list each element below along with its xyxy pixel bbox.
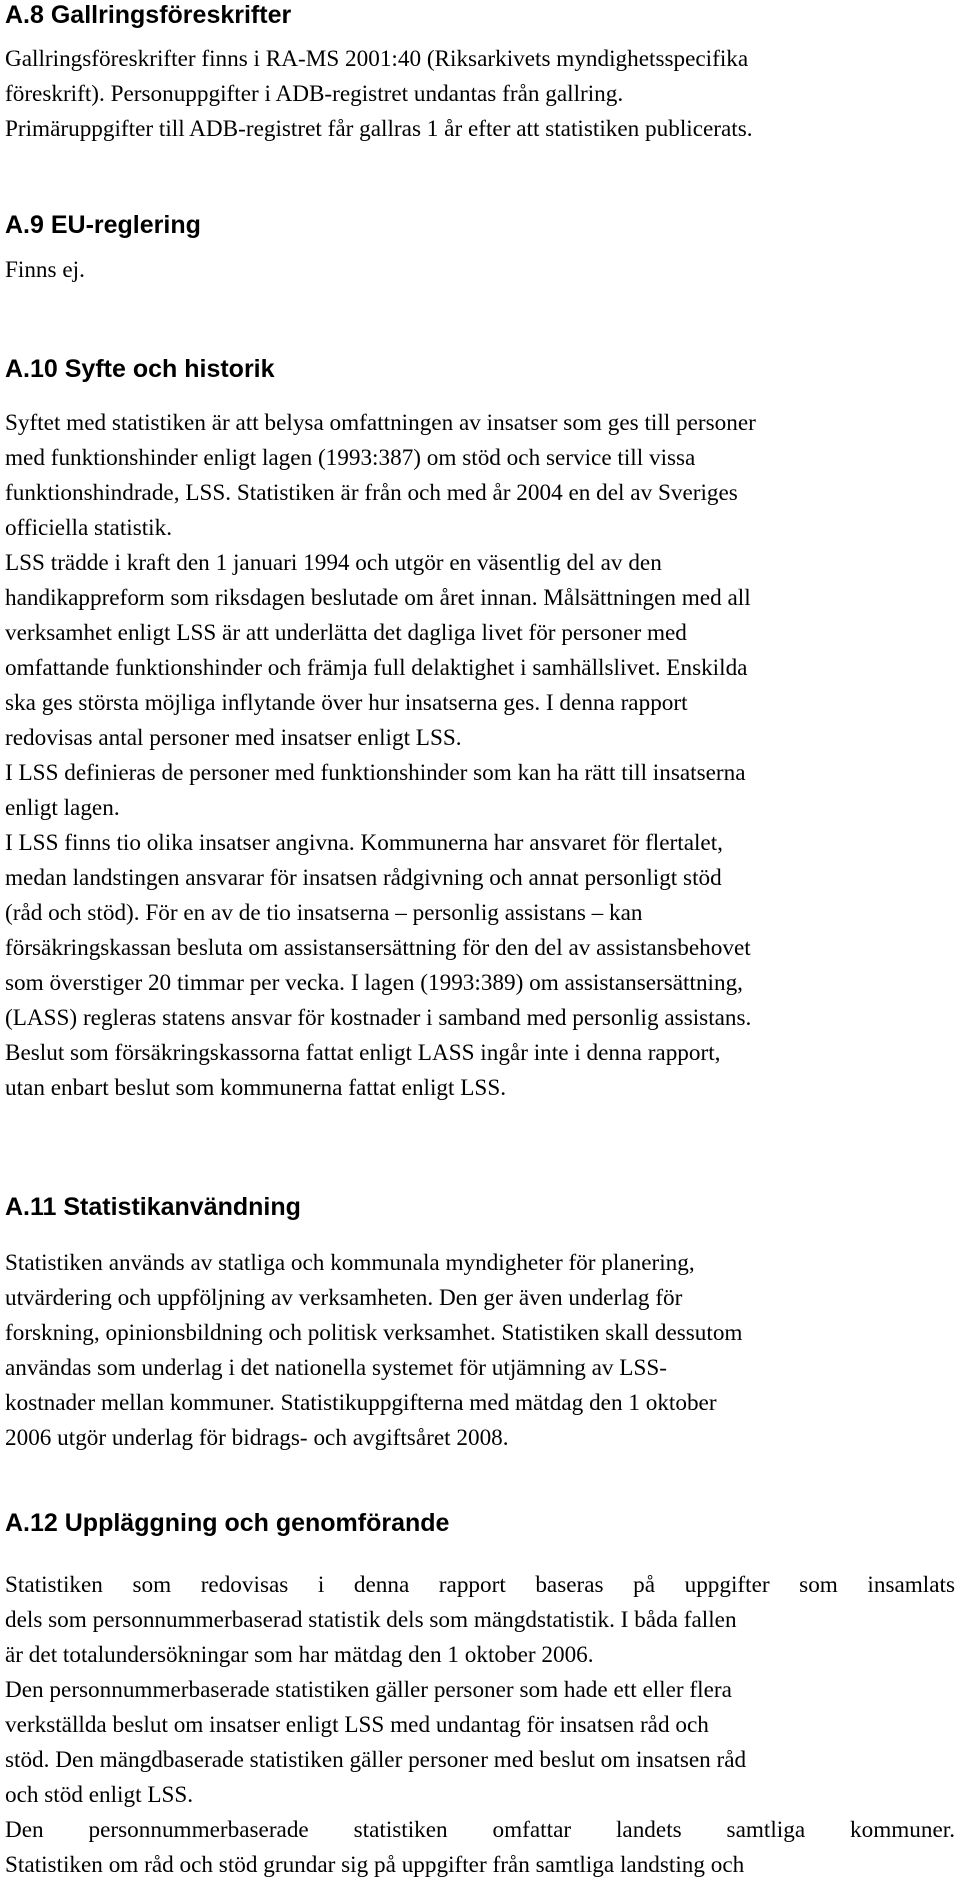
text-line: LSS trädde i kraft den 1 januari 1994 och utgör en väsentlig del av den xyxy=(5,550,662,576)
paragraph-a8 xyxy=(5,42,753,147)
heading-a9: A.9 EU-reglering xyxy=(5,211,201,239)
text-line: Gallringsföreskrifter finns i RA-MS 2001:40 (Riksarkivets myndighetsspecifika xyxy=(5,46,749,72)
text-line: ska ges största möjliga inflytande över hur insatserna ges. I denna rapport xyxy=(5,690,688,716)
text-line: verkställda beslut om insatser enligt LSS med undantag för insatsen råd och xyxy=(5,1712,709,1738)
text-line: med funktionshinder enligt lagen (1993:387) om stöd och service till vissa xyxy=(5,445,696,471)
text-line: är det totalundersökningar som har mätdag den 1 oktober 2006. xyxy=(5,1642,594,1668)
paragraph-a12 xyxy=(5,1568,955,1883)
text-line: Beslut som försäkringskassorna fattat enligt LASS ingår inte i denna rapport, xyxy=(5,1040,721,1066)
text-line: officiella statistik. xyxy=(5,515,172,541)
text-line: Statistiken om råd och stöd grundar sig på uppgifter från samtliga landsting och xyxy=(5,1852,745,1878)
text-line: utvärdering och uppföljning av verksamheten. Den ger även underlag för xyxy=(5,1285,683,1311)
text-line: I LSS finns tio olika insatser angivna. Kommunerna har ansvaret för flertalet, xyxy=(5,830,723,856)
text-line: redovisas antal personer med insatser enligt LSS. xyxy=(5,725,462,751)
text-line: Statistiken används av statliga och kommunala myndigheter för planering, xyxy=(5,1250,695,1276)
heading-a12: A.12 Uppläggning och genomförande xyxy=(5,1509,450,1537)
text-line: (råd och stöd). För en av de tio insatserna – personlig assistans – kan xyxy=(5,900,643,926)
text-line: verksamhet enligt LSS är att underlätta det dagliga livet för personer med xyxy=(5,620,687,646)
text-line: Den personnummerbaserade statistiken gäller personer som hade ett eller flera xyxy=(5,1677,732,1703)
text-line: enligt lagen. xyxy=(5,795,120,821)
text-line: (LASS) regleras statens ansvar för kostnader i samband med personlig assistans. xyxy=(5,1005,752,1031)
text-line: I LSS definieras de personer med funktionshinder som kan ha rätt till insatserna xyxy=(5,760,746,786)
text-line: 2006 utgör underlag för bidrags- och avgiftsåret 2008. xyxy=(5,1425,509,1451)
paragraph-a10 xyxy=(5,406,756,1106)
text-line: Statistiken som redovisas i denna rapport baseras på uppgifter som insamlats xyxy=(5,1572,955,1598)
text-line: medan landstingen ansvarar för insatsen rådgivning och annat personligt stöd xyxy=(5,865,722,891)
text-line: forskning, opinionsbildning och politisk verksamhet. Statistiken skall dessutom xyxy=(5,1320,743,1346)
text-line: dels som personnummerbaserad statistik dels som mängdstatistik. I båda fallen xyxy=(5,1607,737,1633)
text-line: omfattande funktionshinder och främja full delaktighet i samhällslivet. Enskilda xyxy=(5,655,748,681)
text-line: och stöd enligt LSS. xyxy=(5,1782,194,1808)
text-line: Finns ej. xyxy=(5,257,85,283)
heading-a8: A.8 Gallringsföreskrifter xyxy=(5,1,292,29)
text-line: stöd. Den mängdbaserade statistiken gäller personer med beslut om insatsen råd xyxy=(5,1747,747,1773)
text-line: som överstiger 20 timmar per vecka. I lagen (1993:389) om assistansersättning, xyxy=(5,970,743,996)
paragraph-a9 xyxy=(5,253,85,288)
heading-a11: A.11 Statistikanvändning xyxy=(5,1193,301,1221)
text-line: kostnader mellan kommuner. Statistikuppgifterna med mätdag den 1 oktober xyxy=(5,1390,717,1416)
text-line: utan enbart beslut som kommunerna fattat enligt LSS. xyxy=(5,1075,507,1101)
text-line: försäkringskassan besluta om assistansersättning för den del av assistansbehovet xyxy=(5,935,751,961)
text-line: Syftet med statistiken är att belysa omfattningen av insatser som ges till personer xyxy=(5,410,756,436)
text-line: Primäruppgifter till ADB-registret får gallras 1 år efter att statistiken publicerats. xyxy=(5,116,753,142)
text-line: funktionshindrade, LSS. Statistiken är från och med år 2004 en del av Sveriges xyxy=(5,480,738,506)
paragraph-a11 xyxy=(5,1246,742,1456)
text-line: föreskrift). Personuppgifter i ADB-registret undantas från gallring. xyxy=(5,81,624,107)
text-line: handikappreform som riksdagen beslutade om året innan. Målsättningen med all xyxy=(5,585,751,611)
text-line: användas som underlag i det nationella systemet för utjämning av LSS- xyxy=(5,1355,667,1381)
heading-a10: A.10 Syfte och historik xyxy=(5,355,275,383)
text-line: Den personnummerbaserade statistiken omfattar landets samtliga kommuner. xyxy=(5,1817,955,1843)
